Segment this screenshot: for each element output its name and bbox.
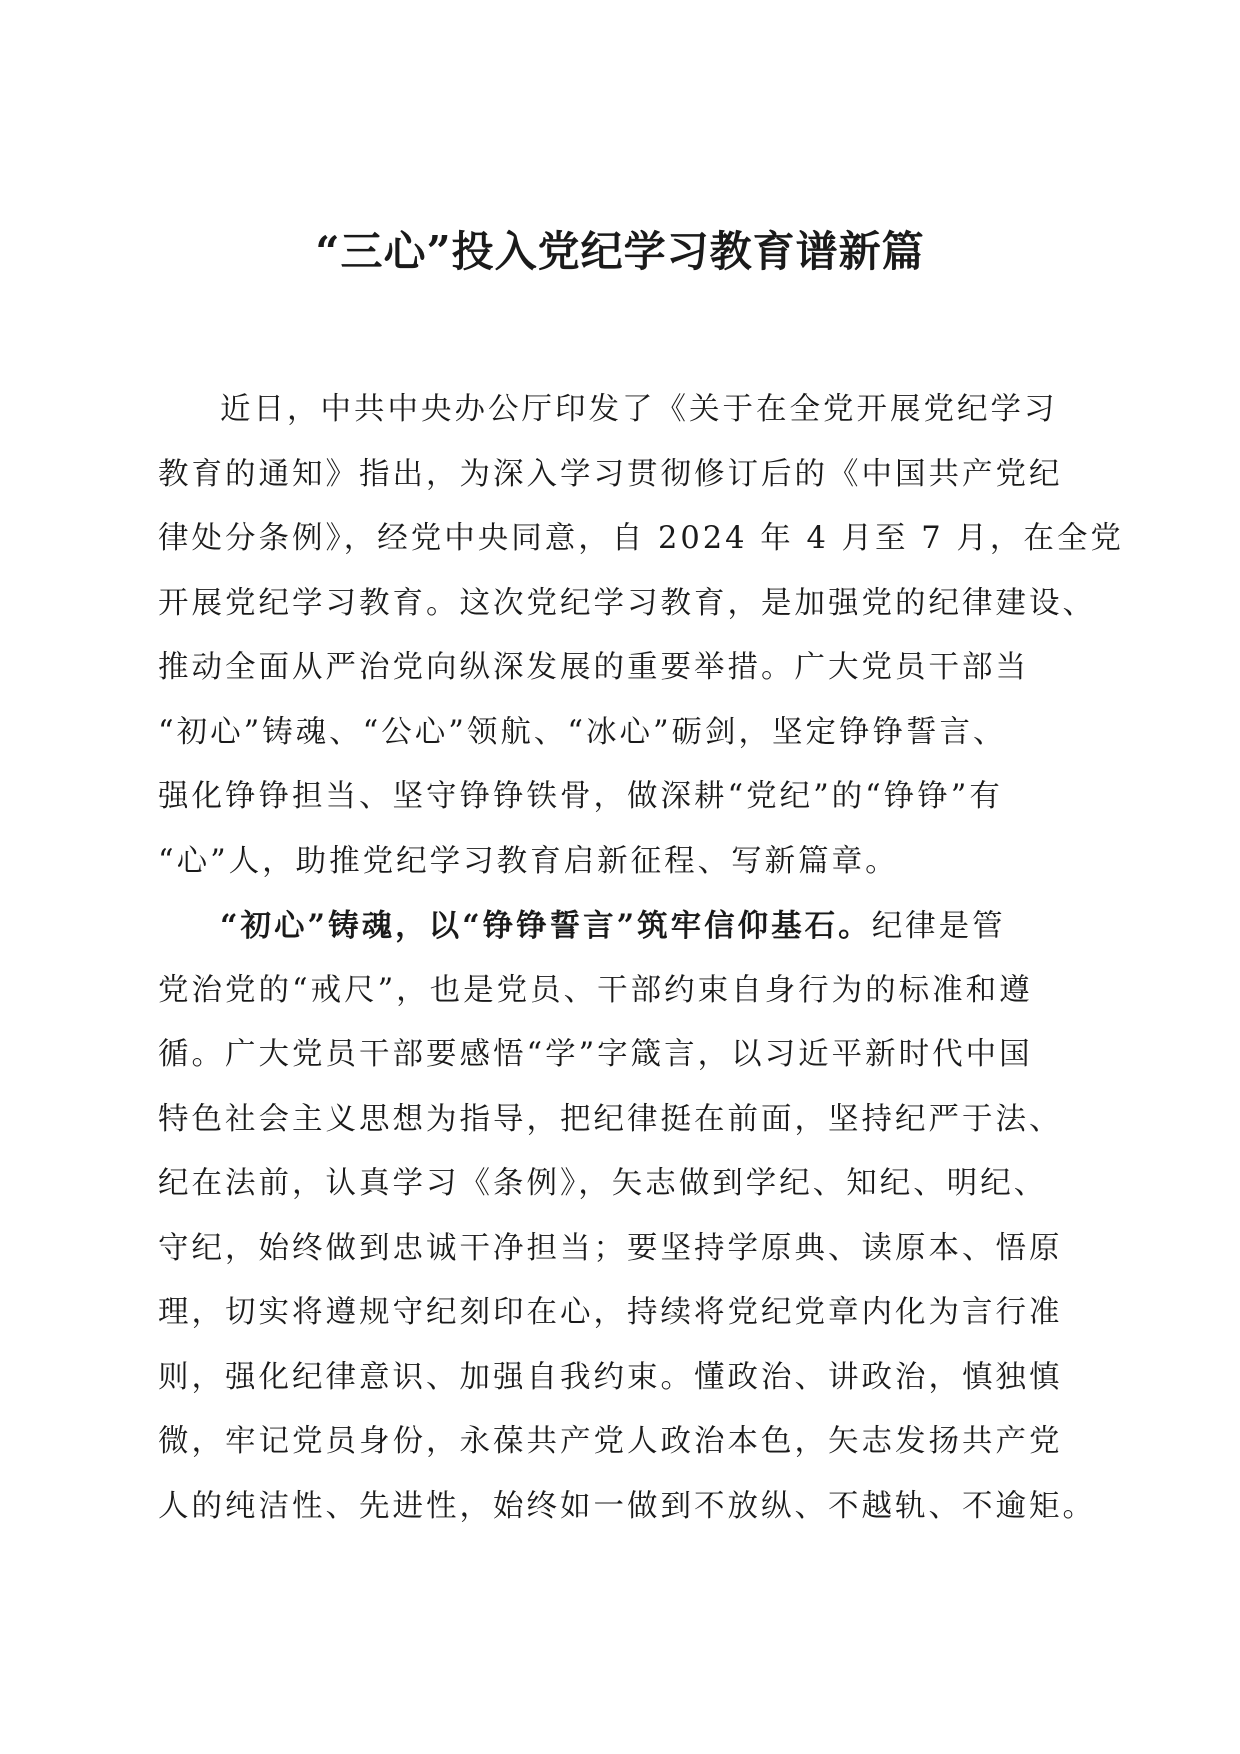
text-line: 强化铮铮担当、坚守铮铮铁骨，做深耕“党纪”的“铮铮”有 (158, 779, 1003, 814)
text-line: 理，切实将遵规守纪刻印在心，持续将党纪党章内化为言行准 (158, 1295, 1063, 1330)
document-title: “三心”投入党纪学习教育谱新篇 (315, 227, 925, 276)
paragraph-2 (158, 894, 1096, 1539)
section-lead-heading: “初心”铸魂，以“铮铮誓言”筑牢信仰基石。 (220, 908, 872, 944)
text-line: 特色社会主义思想为指导，把纪律挺在前面，坚持纪严于法、 (158, 1101, 1063, 1137)
text-line: 律处分条例》，经党中央同意，自 2024 年 4 月至 7 月，在全党 (158, 521, 1124, 556)
document-body (158, 378, 1124, 1539)
text-line: 纪在法前，认真学习《条例》，矢志做到学纪、知纪、明纪、 (158, 1166, 1048, 1201)
text-line: 人的纯洁性、先进性，始终如一做到不放纵、不越轨、不逾矩。 (158, 1488, 1096, 1524)
text-line: 循。广大党员干部要感悟“学”字箴言，以习近平新时代中国 (158, 1037, 1033, 1072)
text-line: 守纪，始终做到忠诚干净担当；要坚持学原典、读原本、悟原 (158, 1230, 1063, 1266)
text-line: 近日，中共中央办公厅印发了《关于在全党开展党纪学习 (220, 392, 1058, 427)
text-fragment: 纪律是管 (871, 909, 1006, 944)
text-line: 则，强化纪律意识、加强自我约束。懂政治、讲政治，慎独慎 (158, 1359, 1063, 1395)
text-line: 教育的通知》指出，为深入学习贯彻修订后的《中国共产党纪 (158, 456, 1063, 492)
text-line: 推动全面从严治党向纵深发展的重要举措。广大党员干部当 (158, 650, 1029, 685)
text-line: “心”人，助推党纪学习教育启新征程、写新篇章。 (158, 843, 899, 879)
text-line (158, 894, 1080, 959)
paragraph-1 (158, 378, 1124, 894)
text-line: 党治党的“戒尺”，也是党员、干部约束自身行为的标准和遵 (158, 972, 1033, 1008)
text-line: “初心”铸魂、“公心”领航、“冰心”砺剑，坚定铮铮誓言、 (158, 714, 1007, 750)
text-line: 开展党纪学习教育。这次党纪学习教育，是加强党的纪律建设、 (158, 585, 1096, 621)
text-line: 微，牢记党员身份，永葆共产党人政治本色，矢志发扬共产党 (158, 1424, 1063, 1459)
